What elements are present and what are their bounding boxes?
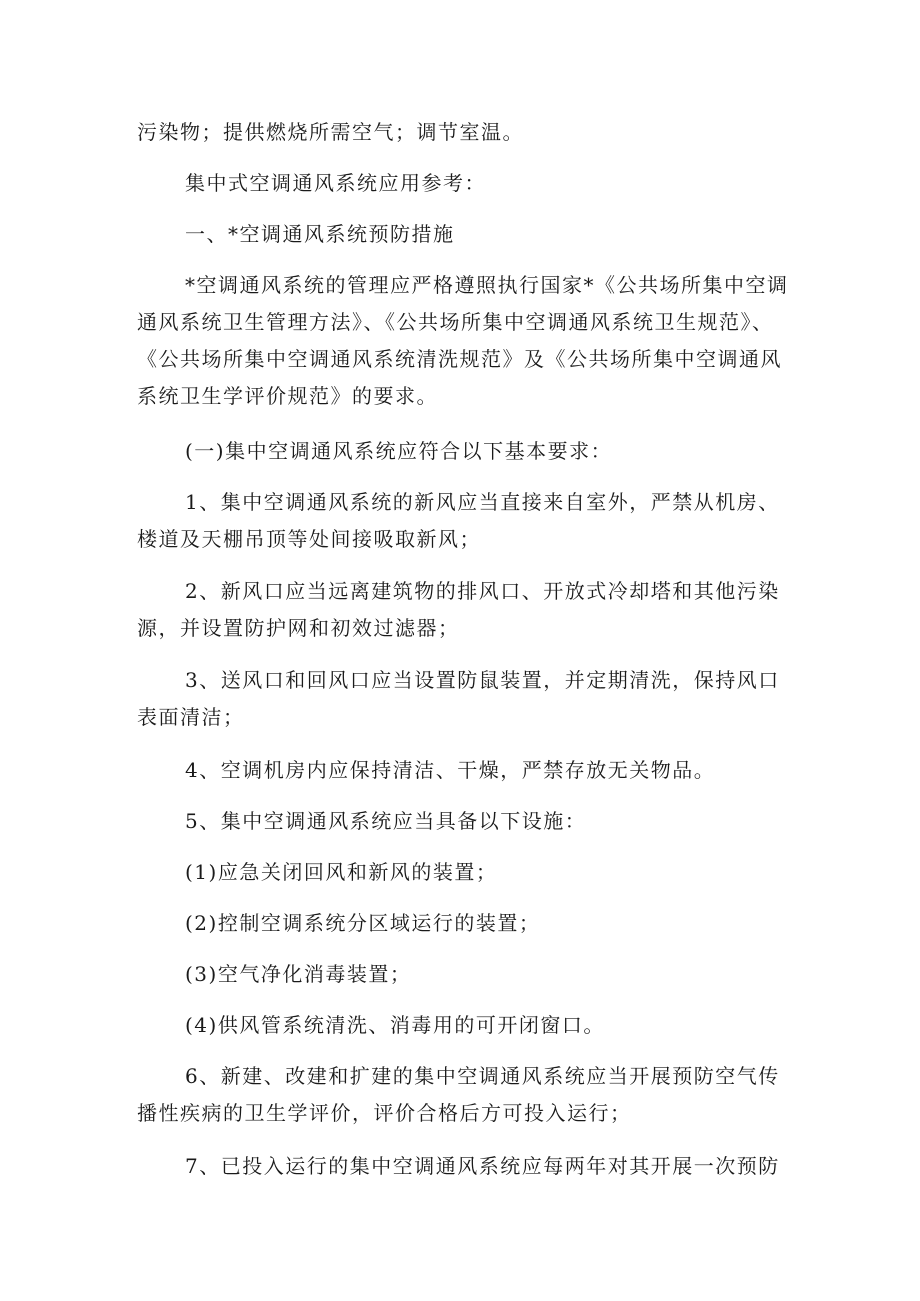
sub-item-4: (4)供风管系统清洗、消毒用的可开闭窗口。 [185, 1013, 605, 1037]
paragraph-regulations: *空调通风系统的管理应严格遵照执行国家*《公共场所集中空调通风系统卫生管理方法》、《公共场所集中空调通风系统卫生规范》、《公共场所集中空调通风系统清洗规范》及《公共场所集中空调通风系统卫生学评价规范》的要求。 [137, 273, 789, 408]
sub-item-1: (1)应急关闭回风和新风的装置； [185, 860, 498, 884]
list-item-2: 2、新风口应当远离建筑物的排风口、开放式冷却塔和其他污染源，并设置防护网和初效过滤器； [137, 579, 780, 640]
paragraph-reference-heading: 集中式空调通风系统应用参考： [185, 171, 486, 195]
list-item-4: 4、空调机房内应保持清洁、干燥，严禁存放无关物品。 [185, 758, 716, 782]
list-item-5: 5、集中空调通风系统应当具备以下设施： [185, 809, 587, 833]
subsection-heading-basic-requirements: (一)集中空调通风系统应符合以下基本要求： [185, 439, 613, 463]
list-item-1: 1、集中空调通风系统的新风应当直接来自室外，严禁从机房、楼道及天棚吊顶等处间接吸取新风； [137, 490, 780, 551]
sub-item-2: (2)控制空调系统分区域运行的装置； [185, 911, 541, 935]
list-item-3: 3、送风口和回风口应当设置防鼠装置，并定期清洗，保持风口表面清洁； [137, 668, 780, 729]
paragraph-continuation: 污染物；提供燃烧所需空气；调节室温。 [137, 120, 524, 144]
section-heading-prevention: 一、*空调通风系统预防措施 [185, 222, 455, 246]
list-item-6: 6、新建、改建和扩建的集中空调通风系统应当开展预防空气传播性疾病的卫生学评价，评价合格后方可投入运行； [137, 1064, 780, 1125]
sub-item-3: (3)空气净化消毒装置； [185, 962, 412, 986]
list-item-7: 7、已投入运行的集中空调通风系统应每两年对其开展一次预防 [185, 1154, 780, 1178]
